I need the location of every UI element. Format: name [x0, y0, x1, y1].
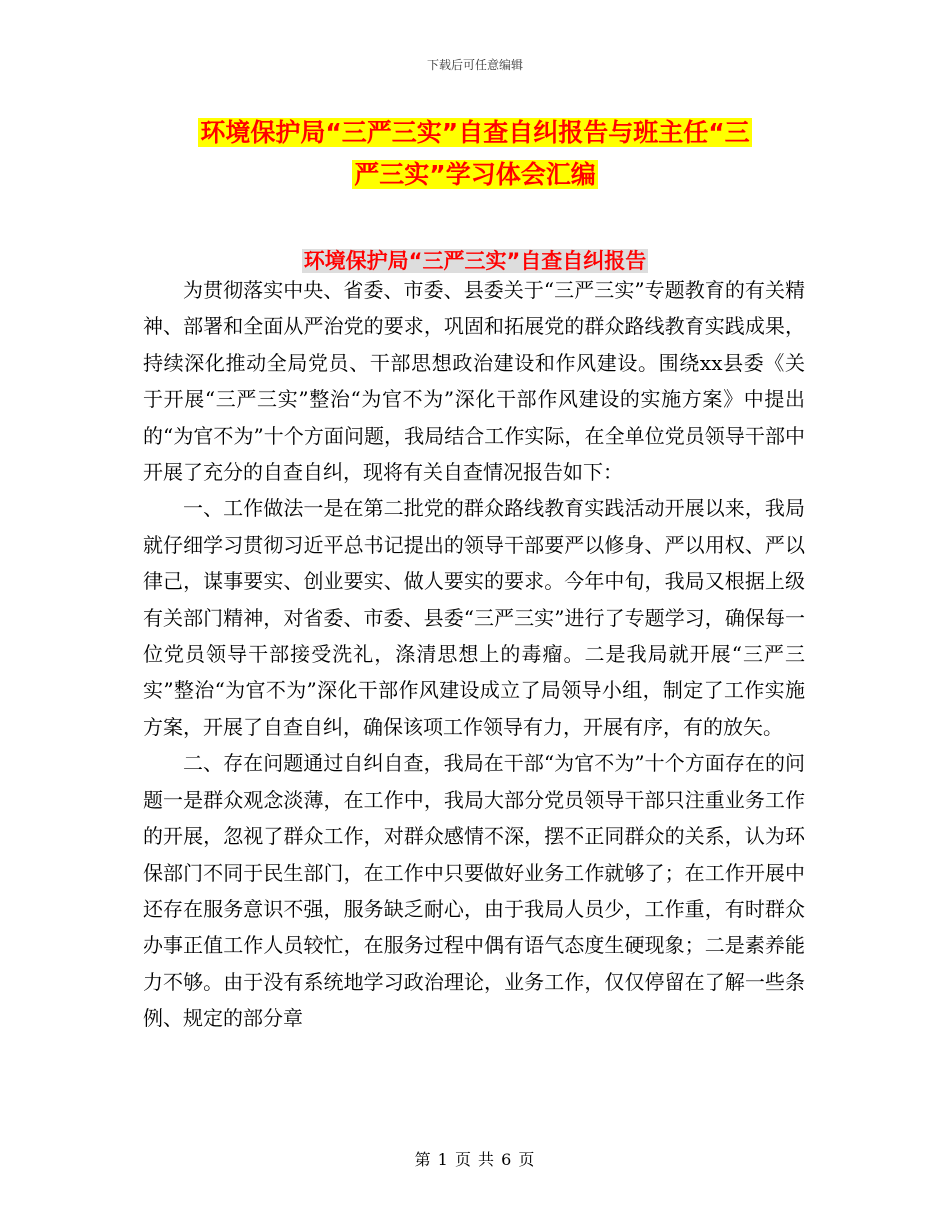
paragraph: 为贯彻落实中央、省委、市委、县委关于“三严三实”专题教育的有关精神、部署和全面从严治党的要求，巩固和拓展党的群众路线教育实践成果，持续深化推动全局党员、干部思想政治建设和作风建设。围绕xx县委《关于开展“三严三实”整治“为官不为”深化干部作风建设的实施方案》中提出的“为官不为”十个方面问题，我局结合工作实际，在全单位党员领导干部中开展了充分的自查自纠，现将有关自查情况报告如下：	[143, 278, 805, 485]
document-title-line-1: 环境保护局“三严三实”自查自纠报告与班主任“三	[200, 118, 750, 147]
page-footer: 第 1 页 共 6 页	[414, 1150, 536, 1169]
paragraph: 二、存在问题通过自纠自查，我局在干部“为官不为”十个方面存在的问题一是群众观念淡薄，在工作中，我局大部分党员领导干部只注重业务工作的开展，忽视了群众工作，对群众感情不深，摆不正同群众的关系，认为环保部门不同于民生部门，在工作中只要做好业务工作就够了；在工作开展中还存在服务意识不强，服务缺乏耐心，由于我局人员少，工作重，有时群众办事正值工作人员较忙，在服务过程中偶有语气态度生硬现象；二是素养能力不够。由于没有系统地学习政治理论，业务工作，仅仅停留在了解一些条例、规定的部分章	[143, 751, 805, 1031]
paragraph: 一、工作做法一是在第二批党的群众路线教育实践活动开展以来，我局就仔细学习贯彻习近平总书记提出的领导干部要严以修身、严以用权、严以律己，谋事要实、创业要实、做人要实的要求。今年中旬，我局又根据上级有关部门精神，对省委、市委、县委“三严三实”进行了专题学习，确保每一位党员领导干部接受洗礼，涤清思想上的毒瘤。二是我局就开展“三严三实”整治“为官不为”深化干部作风建设成立了局领导小组，制定了工作实施方案，开展了自查自纠，确保该项工作领导有力，开展有序，有的放矢。	[143, 496, 805, 739]
body-text	[143, 272, 805, 1037]
section-title-text: 环境保护局“三严三实”自查自纠报告	[303, 249, 647, 273]
header-note: 下载后可任意编辑	[426, 58, 523, 72]
document-title	[140, 112, 810, 196]
document-title-line-2: 严三实”学习体会汇编	[354, 160, 596, 189]
